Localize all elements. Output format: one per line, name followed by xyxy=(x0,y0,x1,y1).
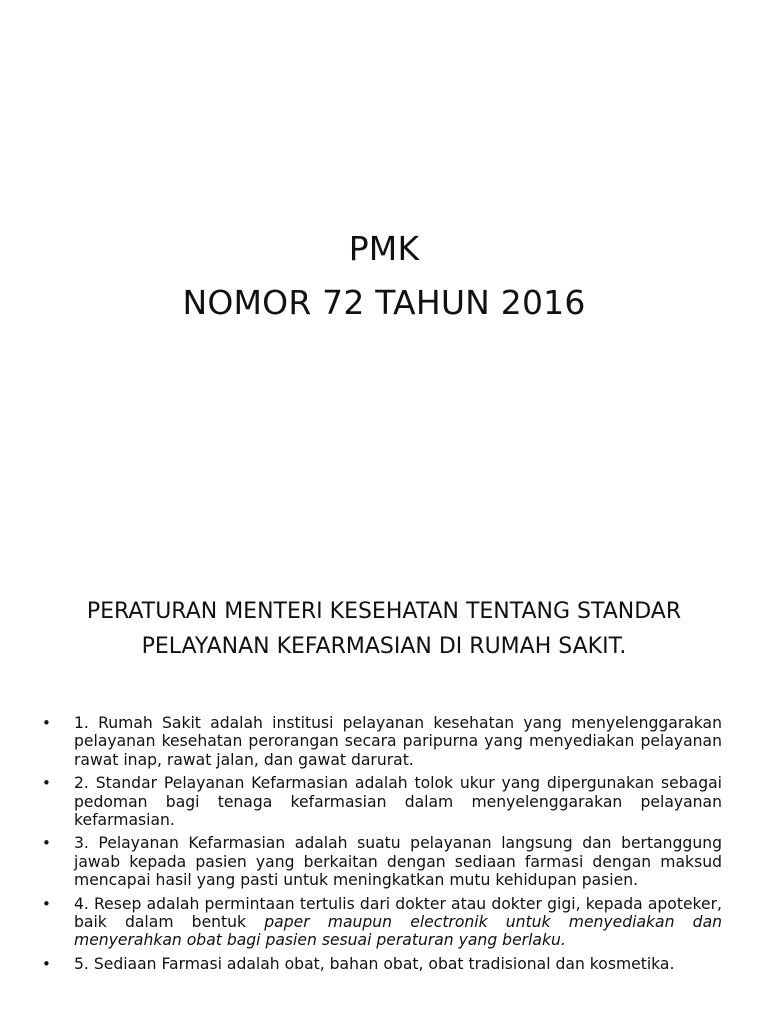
subtitle-line-2: PELAYANAN KEFARMASIAN DI RUMAH SAKIT. xyxy=(141,634,627,659)
title-line-2: NOMOR 72 TAHUN 2016 xyxy=(182,283,586,322)
slide-subtitle xyxy=(30,594,738,664)
list-item-4 xyxy=(40,895,722,950)
list-item-text: 3. Pelayanan Kefarmasian adalah suatu pelayanan langsung dan bertanggung jawab kepada pasien yang berkaitan dengan sediaan farmasi dengan maksud mencapai hasil yang pasti untuk meningkatkan mutu kehidupan pasien. xyxy=(74,834,722,890)
slide-title xyxy=(0,222,768,330)
list-item-text: 2. Standar Pelayanan Kefarmasian adalah tolok ukur yang dipergunakan sebagai pedoman bagi tenaga kefarmasian dalam menyelenggarakan pelayanan kefarmasian. xyxy=(74,774,722,830)
subtitle-line-1: PERATURAN MENTERI KESEHATAN TENTANG STANDAR xyxy=(86,599,682,624)
list-item-3 xyxy=(40,834,722,889)
list-item-text: 1. Rumah Sakit adalah institusi pelayanan kesehatan yang menyelenggarakan pelayanan kesehatan perorangan secara paripurna yang menyediakan pelayanan rawat inap, rawat jalan, dan gawat darurat. xyxy=(74,714,722,769)
list-item-2 xyxy=(40,774,722,829)
bullet-icon: • xyxy=(42,954,51,973)
bullet-icon: • xyxy=(42,774,51,793)
list-item-5 xyxy=(40,955,722,973)
list-item-text: 5. Sediaan Farmasi adalah obat, bahan obat, obat tradisional dan kosmetika. xyxy=(74,954,675,973)
list-item-1 xyxy=(40,714,722,769)
list-item-text: 4. Resep adalah permintaan tertulis dari dokter atau dokter gigi, kepada apoteker, baik dalam bentuk xyxy=(74,894,722,932)
title-line-1: PMK xyxy=(348,229,420,268)
bullet-icon: • xyxy=(42,894,51,913)
definition-list xyxy=(40,714,722,978)
bullet-icon: • xyxy=(42,834,51,853)
bullet-icon: • xyxy=(42,714,51,732)
list-item-italic-text: paper maupun electronik untuk menyediakan dan menyerahkan obat bagi pasien sesuai peraturan yang berlaku. xyxy=(74,913,723,950)
